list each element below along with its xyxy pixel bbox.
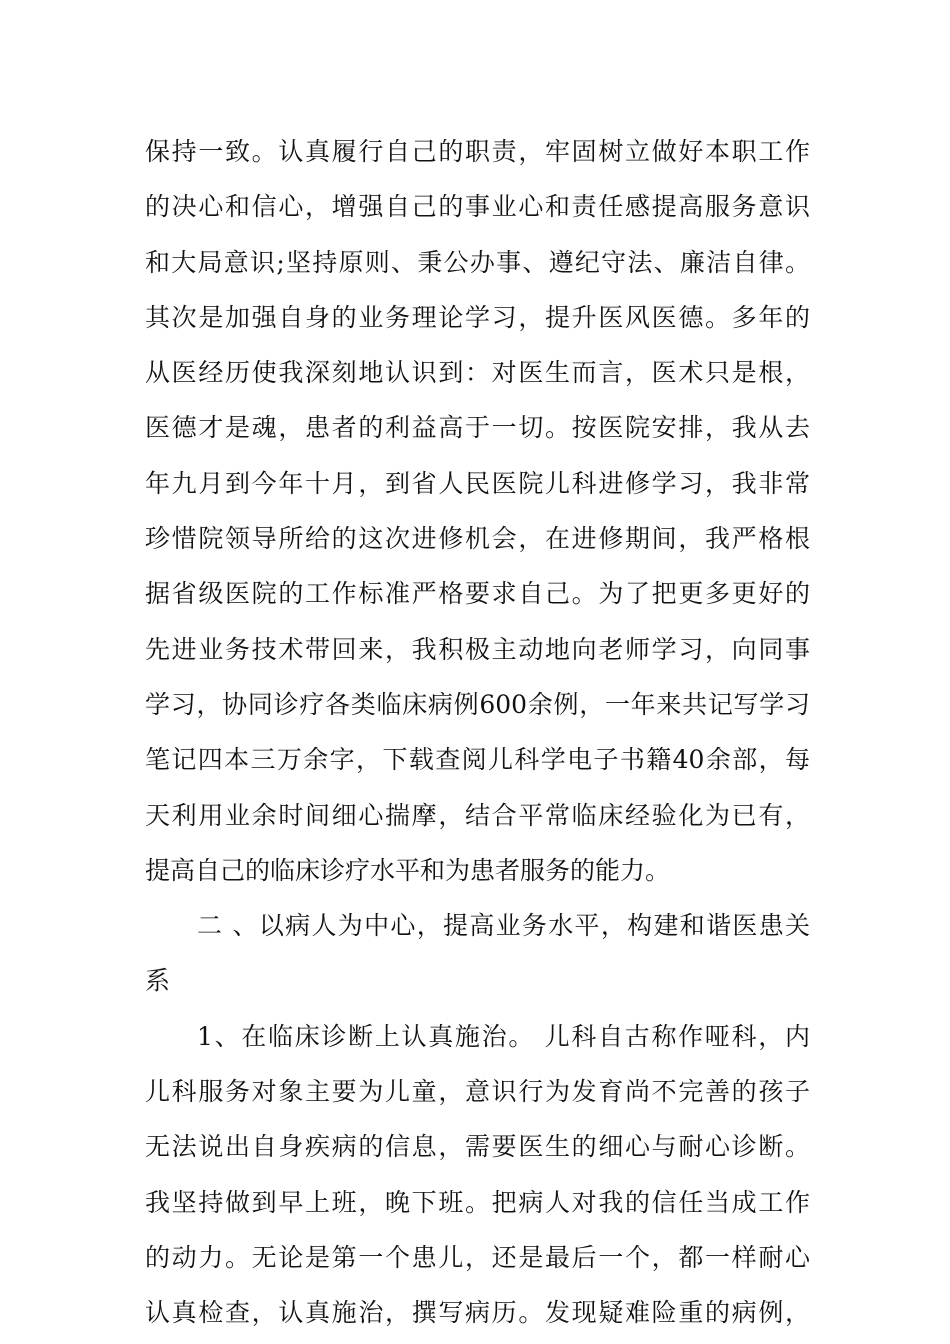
text-line: 笔记四本三万余字，下载查阅儿科学电子书籍40余部，每 [145, 745, 810, 775]
text-line: 其次是加强自身的业务理论学习，提升医风医德。多年的 [145, 302, 810, 332]
text-line: 据省级医院的工作标准严格要求自己。为了把更多更好的 [145, 579, 810, 609]
text-line: 1、在临床诊断上认真施治。 儿科自古称作哑科，内 [197, 1021, 810, 1051]
text-line: 我坚持做到早上班，晚下班。把病人对我的信任当成工作 [145, 1187, 810, 1217]
text-line: 提高自己的临床诊疗水平和为患者服务的能力。 [145, 855, 671, 885]
text-line: 珍惜院领导所给的这次进修机会，在进修期间，我严格根 [145, 524, 810, 554]
text-line: 的动力。无论是第一个患儿，还是最后一个，都一样耐心 [145, 1242, 810, 1272]
document-body [145, 124, 810, 1341]
text-line: 先进业务技术带回来，我积极主动地向老师学习，向同事 [145, 634, 810, 664]
text-line: 从医经历使我深刻地认识到：对医生而言，医术只是根， [145, 358, 810, 388]
section-heading-line: 系 [145, 966, 171, 996]
text-line: 医德才是魂，患者的利益高于一切。按医院安排，我从去 [145, 413, 810, 443]
text-line: 学习，协同诊疗各类临床病例600余例，一年来共记写学习 [145, 689, 810, 719]
text-line: 认真检查，认真施治，撰写病历。发现疑难险重的病例， [145, 1298, 810, 1328]
section-heading-line: 二 、以病人为中心，提高业务水平，构建和谐医患关 [197, 911, 810, 941]
text-line: 天利用业余时间细心揣摩，结合平常临床经验化为已有， [145, 800, 810, 830]
text-line: 和大局意识;坚持原则、秉公办事、遵纪守法、廉洁自律。 [145, 247, 810, 277]
text-line: 无法说出自身疾病的信息，需要医生的细心与耐心诊断。 [145, 1132, 810, 1162]
text-line: 保持一致。认真履行自己的职责，牢固树立做好本职工作 [145, 137, 810, 166]
text-line: 儿科服务对象主要为儿童，意识行为发育尚不完善的孩子 [145, 1077, 810, 1107]
text-line: 的决心和信心，增强自己的事业心和责任感提高服务意识 [145, 192, 810, 222]
text-line: 年九月到今年十月，到省人民医院儿科进修学习，我非常 [145, 468, 810, 498]
